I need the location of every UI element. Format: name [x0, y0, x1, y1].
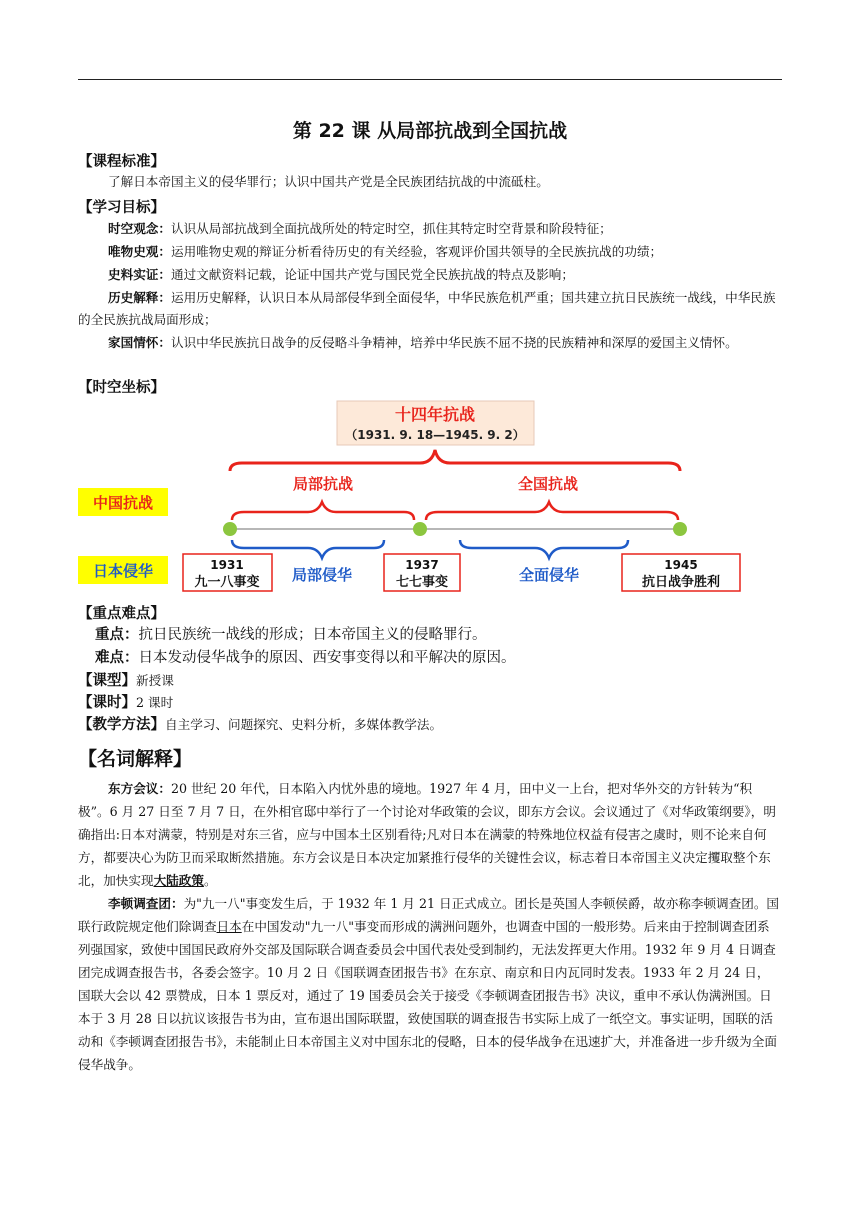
glossary-text: 20 世纪 20 年代，日本陷入内忧外患的境地。1927 年 4 月，田中义一上台，把对华外交的方针转为“积极”。6 月 27 日至 7 月 7 日，在外相官邸中举行了一个讨论对华政策的会议，即东方会议。会议通过了《对华政策纲要》，明确指出:日本对满蒙，特别是对东三省，应与中国本土区别看待;凡对日本在满蒙的特殊地位权益有侵害之虞时，则不论来自何方，都要决心为防卫而采取断然措施。东方会议是日本决定加紧推行侵华的关键性会议，标志着日本帝国主义决定攫取整个东北，加快实现: [78, 781, 776, 888]
lesson-type-heading: 【课型】: [78, 673, 136, 689]
full-invasion-brace: [460, 540, 628, 558]
timeline-dot-1931: [223, 522, 237, 536]
lesson-hours-line: [78, 692, 782, 714]
objective-label: 历史解释：: [108, 290, 171, 305]
overall-brace: [230, 450, 680, 471]
timeline-dot-1937: [413, 522, 427, 536]
event-year-1945: 1945: [664, 558, 698, 572]
phase-local-resistance: 局部抗战: [292, 475, 354, 493]
lesson-type-line: [78, 670, 782, 692]
continental-policy-link[interactable]: 大陆政策: [153, 873, 204, 888]
phase-national-resistance: 全国抗战: [517, 475, 579, 493]
glossary-term: 李顿调查团：: [108, 896, 184, 911]
local-resistance-brace: [232, 502, 414, 520]
glossary-text-continued: 在中国发动"九一八"事变而形成的满洲问题外，也调查中国的一般形势。后来由于控制调查团系列强国家，致使中国国民政府外交部及国际联合调查委员会中国代表处受到制约，无法发挥更大作用。1932 年 9 月 4 日调查团完成调查报告书，各委会签字。10 月 2 日《国联调查团报告书》在东京、南京和日内瓦同时发表。1933 年 2 月 24 日，国联大会以 42 票赞成，日本 1 票反对，通过了 19 国委员会关于接受《李顿调查团报告书》决议，重申不承认伪满洲国。日本于 3 月 28 日以抗议该报告书为由，宣布退出国际联盟，致使国联的调查报告书实际上成了一纸空文。事实证明，国联的活动和《李顿调查团报告书》，未能制止日本帝国主义对中国东北的侵略，日本的侵华战争在迅速扩大，并准备进一步升级为全面侵华战争。: [78, 919, 777, 1072]
glossary-text: 为"九一八"事变发生后，于 1932 年 1 月 21 日正式成立。团长是英国人李顿侯爵，故亦称李顿调查团。国联行政院规定他们除调查: [78, 896, 780, 934]
difficulty-label: 难点：: [95, 650, 139, 666]
curriculum-text: 了解日本帝国主义的侵华罪行；认识中国共产党是全民族团结抗战的中流砥柱。: [108, 174, 549, 189]
national-resistance-brace: [426, 502, 678, 520]
event-year-1931: 1931: [210, 558, 244, 572]
focus-text: 抗日民族统一战线的形成；日本帝国主义的侵略罪行。: [138, 627, 487, 643]
objective-text: 运用历史解释，认识日本从局部侵华到全面侵华，中华民族危机严重；国共建立抗日民族统一战线，中华民族的全民族抗战局面形成；: [78, 290, 776, 327]
china-resistance-label: 中国抗战: [92, 494, 154, 512]
event-name-1937: 七七事变: [395, 575, 449, 590]
objective-label: 唯物史观：: [108, 244, 171, 259]
japan-link[interactable]: 日本: [216, 919, 242, 934]
objective-text: 认识中华民族抗日战争的反侵略斗争精神，培养中华民族不屈不挠的民族精神和深厚的爱国主义情怀。: [170, 335, 738, 350]
glossary-text-end: 。: [203, 873, 217, 888]
section-heading-objectives: 【学习目标】: [78, 200, 165, 216]
methods-heading: 【教学方法】: [78, 717, 165, 733]
section-heading-timeline: 【时空坐标】: [78, 380, 165, 396]
objective-text: 通过文献资料记载，论证中国共产党与国民党全民族抗战的特点及影响；: [170, 267, 574, 282]
objective-label: 家国情怀：: [108, 335, 171, 350]
difficulty-line: [95, 647, 782, 670]
lesson-hours-heading: 【课时】: [78, 695, 136, 711]
event-name-1931: 九一八事变: [194, 575, 260, 590]
objective-label: 时空观念：: [108, 221, 171, 236]
difficulty-text: 日本发动侵华战争的原因、西安事变得以和平解决的原因。: [138, 650, 516, 666]
lesson-hours-text: 2 课时: [136, 695, 174, 710]
page-title: 第 22 课 从局部抗战到全国抗战: [292, 120, 568, 142]
section-heading-curriculum: 【课程标准】: [78, 154, 165, 170]
section-heading-key-points: 【重点难点】: [78, 606, 165, 622]
fourteen-year-title: 十四年抗战: [394, 405, 476, 424]
methods-line: [78, 714, 782, 736]
event-year-1937: 1937: [405, 558, 439, 572]
phase-full-invasion: 全面侵华: [518, 566, 580, 584]
phase-local-invasion: 局部侵华: [291, 566, 353, 584]
focus-label: 重点：: [95, 627, 139, 643]
fourteen-year-dates: （1931. 9. 18—1945. 9. 2）: [345, 428, 525, 442]
glossary-entry-eastern-conference: [78, 777, 782, 892]
objective-text: 运用唯物史观的辩证分析看待历史的有关经验，客观评价国共领导的全民族抗战的功绩；: [170, 244, 663, 259]
focus-line: [95, 624, 782, 647]
event-name-1945: 抗日战争胜利: [641, 575, 721, 590]
section-heading-glossary: 【名词解释】: [78, 748, 193, 770]
methods-text: 自主学习、问题探究、史料分析，多媒体教学法。: [165, 717, 443, 732]
timeline-dot-1945: [673, 522, 687, 536]
lesson-type-text: 新授课: [136, 673, 174, 688]
glossary-term: 东方会议：: [108, 781, 171, 796]
glossary-entry-lytton-commission: [78, 892, 782, 1076]
timeline-diagram: [0, 0, 860, 600]
japan-invasion-label: 日本侵华: [92, 562, 154, 580]
objective-label: 史料实证：: [108, 267, 171, 282]
objective-text: 认识从局部抗战到全面抗战所处的特定时空，抓住其特定时空背景和阶段特征；: [170, 221, 612, 236]
